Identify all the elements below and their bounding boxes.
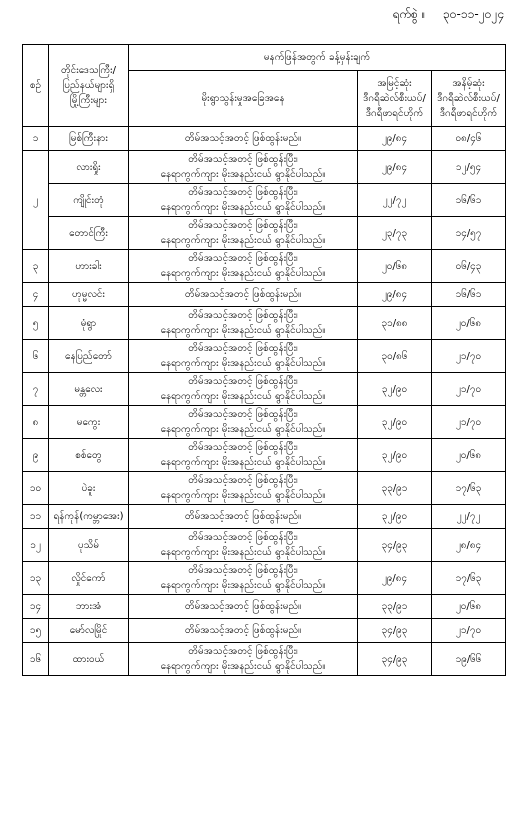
header-max-line: ဒီဂရီဆဲလ်စီးယပ်/ bbox=[363, 93, 426, 104]
weather-condition bbox=[129, 472, 358, 505]
city-name: ရန်ကုန်(ကမ္ဘာအေး) bbox=[49, 505, 129, 529]
weather-condition bbox=[129, 151, 358, 184]
table-row bbox=[23, 217, 506, 250]
max-temperature: ၃၃/၉၁ bbox=[358, 472, 432, 505]
table-row bbox=[23, 472, 506, 505]
city-name: ထားဝယ် bbox=[49, 643, 129, 676]
header-city-line: ပြည်နယ်များရှိ bbox=[62, 80, 115, 91]
row-number: ၁ bbox=[23, 127, 49, 151]
max-temperature: ၃၀/၈၆ bbox=[358, 340, 432, 373]
condition-line: နေရာကွက်ကျား မိုးအနည်းငယ် ရွာနိုင်ပါသည်။ bbox=[160, 169, 326, 180]
condition-line: တိမ်အသင့်အတင့် ဖြစ်ထွန်းပြီး၊ bbox=[188, 310, 298, 321]
max-temperature: ၃၄/၉၃ bbox=[358, 619, 432, 643]
city-name: တောင်ကြီး bbox=[49, 217, 129, 250]
min-temperature: ၁၄/၅၇ bbox=[432, 217, 506, 250]
condition-line: တိမ်အသင့်အတင့် ဖြစ်ထွန်းပြီး၊ bbox=[188, 442, 298, 453]
weather-condition bbox=[129, 595, 358, 619]
city-name: နေပြည်တော် bbox=[49, 340, 129, 373]
max-temperature: ၃၄/၉၃ bbox=[358, 643, 432, 676]
table-row bbox=[23, 127, 506, 151]
table-row bbox=[23, 643, 506, 676]
condition-line: နေရာကွက်ကျား မိုးအနည်းငယ် ရွာနိုင်ပါသည်။ bbox=[160, 235, 326, 246]
max-temperature: ၃၃/၉၁ bbox=[358, 595, 432, 619]
table-row bbox=[23, 250, 506, 283]
row-number: ၁၂ bbox=[23, 529, 49, 562]
row-number: ၁၀ bbox=[23, 472, 49, 505]
min-temperature: ၁၇/၆၃ bbox=[432, 472, 506, 505]
weather-condition bbox=[129, 250, 358, 283]
max-temperature: ၂၃/၇၃ bbox=[358, 217, 432, 250]
condition-line: တိမ်အသင့်အတင့် ဖြစ်ထွန်းမည်။ bbox=[184, 289, 302, 300]
row-number: ၁၄ bbox=[23, 595, 49, 619]
header-min-line: ဒီဂရီဆဲလ်စီးယပ်/ bbox=[437, 93, 500, 104]
table-row bbox=[23, 373, 506, 406]
table-row bbox=[23, 406, 506, 439]
city-name: ဘားအံ bbox=[49, 595, 129, 619]
weather-condition bbox=[129, 505, 358, 529]
header-min-line: အနိမ့်ဆုံး bbox=[452, 78, 485, 89]
condition-line: နေရာကွက်ကျား မိုးအနည်းငယ် ရွာနိုင်ပါသည်။ bbox=[160, 490, 326, 501]
header-weather: မိုးရွာသွန်းမှုအခြေအနေ bbox=[129, 71, 358, 127]
weather-condition bbox=[129, 562, 358, 595]
max-temperature: ၃၂/၉၀ bbox=[358, 505, 432, 529]
city-name: မြစ်ကြီးနား bbox=[49, 127, 129, 151]
header-min-line: ဒီဂရီဖာရင်ဟိုက် bbox=[439, 108, 498, 119]
max-temperature: ၃၂/၉၀ bbox=[358, 373, 432, 406]
min-temperature: ၂၀/၆၈ bbox=[432, 595, 506, 619]
row-number: ၁၅ bbox=[23, 619, 49, 643]
city-name: ပဲခူး bbox=[49, 472, 129, 505]
condition-line: တိမ်အသင့်အတင့် ဖြစ်ထွန်းပြီး၊ bbox=[188, 154, 298, 165]
header-city-line: တိုင်းဒေသကြီး/ bbox=[60, 65, 117, 76]
min-temperature: ၁၆/၆၁ bbox=[432, 184, 506, 217]
row-number: ၅ bbox=[23, 307, 49, 340]
max-temperature: ၂၉/၈၄ bbox=[358, 562, 432, 595]
min-temperature: ၂၁/၇၀ bbox=[432, 619, 506, 643]
condition-line: နေရာကွက်ကျား မိုးအနည်းငယ် ရွာနိုင်ပါသည်။ bbox=[160, 325, 326, 336]
weather-condition bbox=[129, 529, 358, 562]
row-number: ၉ bbox=[23, 439, 49, 472]
row-number: ၁၃ bbox=[23, 562, 49, 595]
max-temperature: ၃၁/၈၈ bbox=[358, 307, 432, 340]
city-name: စစ်တွေ bbox=[49, 439, 129, 472]
max-temperature: ၂၀/၆၈ bbox=[358, 250, 432, 283]
row-number: ၇ bbox=[23, 373, 49, 406]
table-row bbox=[23, 595, 506, 619]
condition-line: နေရာကွက်ကျား မိုးအနည်းငယ် ရွာနိုင်ပါသည်။ bbox=[160, 268, 326, 279]
max-temperature: ၃၄/၉၃ bbox=[358, 529, 432, 562]
min-temperature: ၁၆/၆၁ bbox=[432, 283, 506, 307]
weather-condition bbox=[129, 127, 358, 151]
condition-line: တိမ်အသင့်အတင့် ဖြစ်ထွန်းပြီး၊ bbox=[188, 532, 298, 543]
city-name: မော်လမြိုင် bbox=[49, 619, 129, 643]
report-date bbox=[378, 6, 504, 24]
header-max bbox=[358, 71, 432, 127]
condition-line: တိမ်အသင့်အတင့် ဖြစ်ထွန်းပြီး၊ bbox=[188, 646, 298, 657]
condition-line: တိမ်အသင့်အတင့် ဖြစ်ထွန်းပြီး၊ bbox=[188, 475, 298, 486]
max-temperature: ၃၂/၉၀ bbox=[358, 406, 432, 439]
condition-line: နေရာကွက်ကျား မိုးအနည်းငယ် ရွာနိုင်ပါသည်။ bbox=[160, 580, 326, 591]
table-row bbox=[23, 439, 506, 472]
min-temperature: ၂၂/၇၂ bbox=[432, 505, 506, 529]
city-name: ကျိုင်းတုံ bbox=[49, 184, 129, 217]
min-temperature: ၂၀/၆၈ bbox=[432, 439, 506, 472]
condition-line: တိမ်အသင့်အတင့် ဖြစ်ထွန်းပြီး၊ bbox=[188, 565, 298, 576]
table-row bbox=[23, 307, 506, 340]
date-label: ရက်စွဲ ။ bbox=[392, 7, 426, 21]
city-name: ပုသိမ် bbox=[49, 529, 129, 562]
condition-line: တိမ်အသင့်အတင့် ဖြစ်ထွန်းမည်။ bbox=[184, 511, 302, 522]
row-number: ၆ bbox=[23, 340, 49, 373]
weather-condition bbox=[129, 619, 358, 643]
max-temperature: ၃၂/၉၀ bbox=[358, 439, 432, 472]
weather-condition bbox=[129, 373, 358, 406]
header-min bbox=[432, 71, 506, 127]
weather-condition bbox=[129, 439, 358, 472]
table-row bbox=[23, 505, 506, 529]
condition-line: နေရာကွက်ကျား မိုးအနည်းငယ် ရွာနိုင်ပါသည်။ bbox=[160, 547, 326, 558]
row-number: ၄ bbox=[23, 283, 49, 307]
header-city-line: မြို့ကြီးများ bbox=[70, 95, 107, 106]
min-temperature: ၂၁/၇၀ bbox=[432, 340, 506, 373]
condition-line: နေရာကွက်ကျား မိုးအနည်းငယ် ရွာနိုင်ပါသည်။ bbox=[160, 424, 326, 435]
max-temperature: ၂၂/၇၂ bbox=[358, 184, 432, 217]
header-no: စဉ် bbox=[23, 45, 49, 127]
row-number: ၈ bbox=[23, 406, 49, 439]
weather-condition bbox=[129, 307, 358, 340]
condition-line: နေရာကွက်ကျား မိုးအနည်းငယ် ရွာနိုင်ပါသည်။ bbox=[160, 457, 326, 468]
row-number: ၁၁ bbox=[23, 505, 49, 529]
date-value: ၃၀-၁၁-၂၀၂၄ bbox=[443, 7, 504, 21]
city-name: ဟားခါး bbox=[49, 250, 129, 283]
condition-line: နေရာကွက်ကျား မိုးအနည်းငယ် ရွာနိုင်ပါသည်။ bbox=[160, 202, 326, 213]
weather-condition bbox=[129, 340, 358, 373]
table-row bbox=[23, 562, 506, 595]
city-name: မန္တလေး bbox=[49, 373, 129, 406]
weather-condition bbox=[129, 643, 358, 676]
city-name: မကွေး bbox=[49, 406, 129, 439]
row-number: ၁၆ bbox=[23, 643, 49, 676]
condition-line: တိမ်အသင့်အတင့် ဖြစ်ထွန်းပြီး၊ bbox=[188, 343, 298, 354]
table-row bbox=[23, 619, 506, 643]
table-row bbox=[23, 184, 506, 217]
condition-line: တိမ်အသင့်အတင့် ဖြစ်ထွန်းမည်။ bbox=[184, 625, 302, 636]
min-temperature: ၀၆/၄၃ bbox=[432, 250, 506, 283]
condition-line: တိမ်အသင့်အတင့် ဖြစ်ထွန်းမည်။ bbox=[184, 133, 302, 144]
city-name: လှိုင်ကော် bbox=[49, 562, 129, 595]
weather-condition bbox=[129, 406, 358, 439]
city-name: လားရှိုး bbox=[49, 151, 129, 184]
min-temperature: ၂၁/၇၀ bbox=[432, 373, 506, 406]
condition-line: တိမ်အသင့်အတင့် ဖြစ်ထွန်းပြီး၊ bbox=[188, 376, 298, 387]
forecast-table bbox=[22, 44, 506, 676]
condition-line: နေရာကွက်ကျား မိုးအနည်းငယ် ရွာနိုင်ပါသည်။ bbox=[160, 358, 326, 369]
row-number: ၂ bbox=[23, 151, 49, 250]
min-temperature: ၂၀/၆၈ bbox=[432, 307, 506, 340]
table-row bbox=[23, 340, 506, 373]
city-name: ဟုမ္မလင်း bbox=[49, 283, 129, 307]
min-temperature: ၂၁/၇၀ bbox=[432, 406, 506, 439]
forecast-body bbox=[23, 127, 506, 676]
condition-line: တိမ်အသင့်အတင့် ဖြစ်ထွန်းမည်။ bbox=[184, 601, 302, 612]
row-number: ၃ bbox=[23, 250, 49, 283]
min-temperature: ၁၉/၆၆ bbox=[432, 643, 506, 676]
max-temperature: ၂၉/၈၄ bbox=[358, 283, 432, 307]
condition-line: တိမ်အသင့်အတင့် ဖြစ်ထွန်းပြီး၊ bbox=[188, 253, 298, 264]
weather-condition bbox=[129, 283, 358, 307]
min-temperature: ၂၈/၈၄ bbox=[432, 529, 506, 562]
weather-condition bbox=[129, 217, 358, 250]
header-max-line: အမြင့်ဆုံး bbox=[377, 78, 412, 89]
max-temperature: ၂၉/၈၄ bbox=[358, 151, 432, 184]
table-row bbox=[23, 283, 506, 307]
condition-line: တိမ်အသင့်အတင့် ဖြစ်ထွန်းပြီး၊ bbox=[188, 409, 298, 420]
max-temperature: ၂၉/၈၄ bbox=[358, 127, 432, 151]
condition-line: နေရာကွက်ကျား မိုးအနည်းငယ် ရွာနိုင်ပါသည်။ bbox=[160, 661, 326, 672]
header-forecast-group: မနက်ဖြန်အတွက် ခန့်မှန်းချက် bbox=[129, 45, 506, 71]
header-max-line: ဒီဂရီဖာရင်ဟိုက် bbox=[365, 108, 424, 119]
condition-line: တိမ်အသင့်အတင့် ဖြစ်ထွန်းပြီး၊ bbox=[188, 187, 298, 198]
city-name: မုံရွာ bbox=[49, 307, 129, 340]
table-row bbox=[23, 151, 506, 184]
condition-line: တိမ်အသင့်အတင့် ဖြစ်ထွန်းပြီး၊ bbox=[188, 220, 298, 231]
min-temperature: ၀၈/၄၆ bbox=[432, 127, 506, 151]
header-city bbox=[49, 45, 129, 127]
min-temperature: ၁၂/၅၄ bbox=[432, 151, 506, 184]
weather-condition bbox=[129, 184, 358, 217]
condition-line: နေရာကွက်ကျား မိုးအနည်းငယ် ရွာနိုင်ပါသည်။ bbox=[160, 391, 326, 402]
min-temperature: ၁၇/၆၃ bbox=[432, 562, 506, 595]
table-row bbox=[23, 529, 506, 562]
